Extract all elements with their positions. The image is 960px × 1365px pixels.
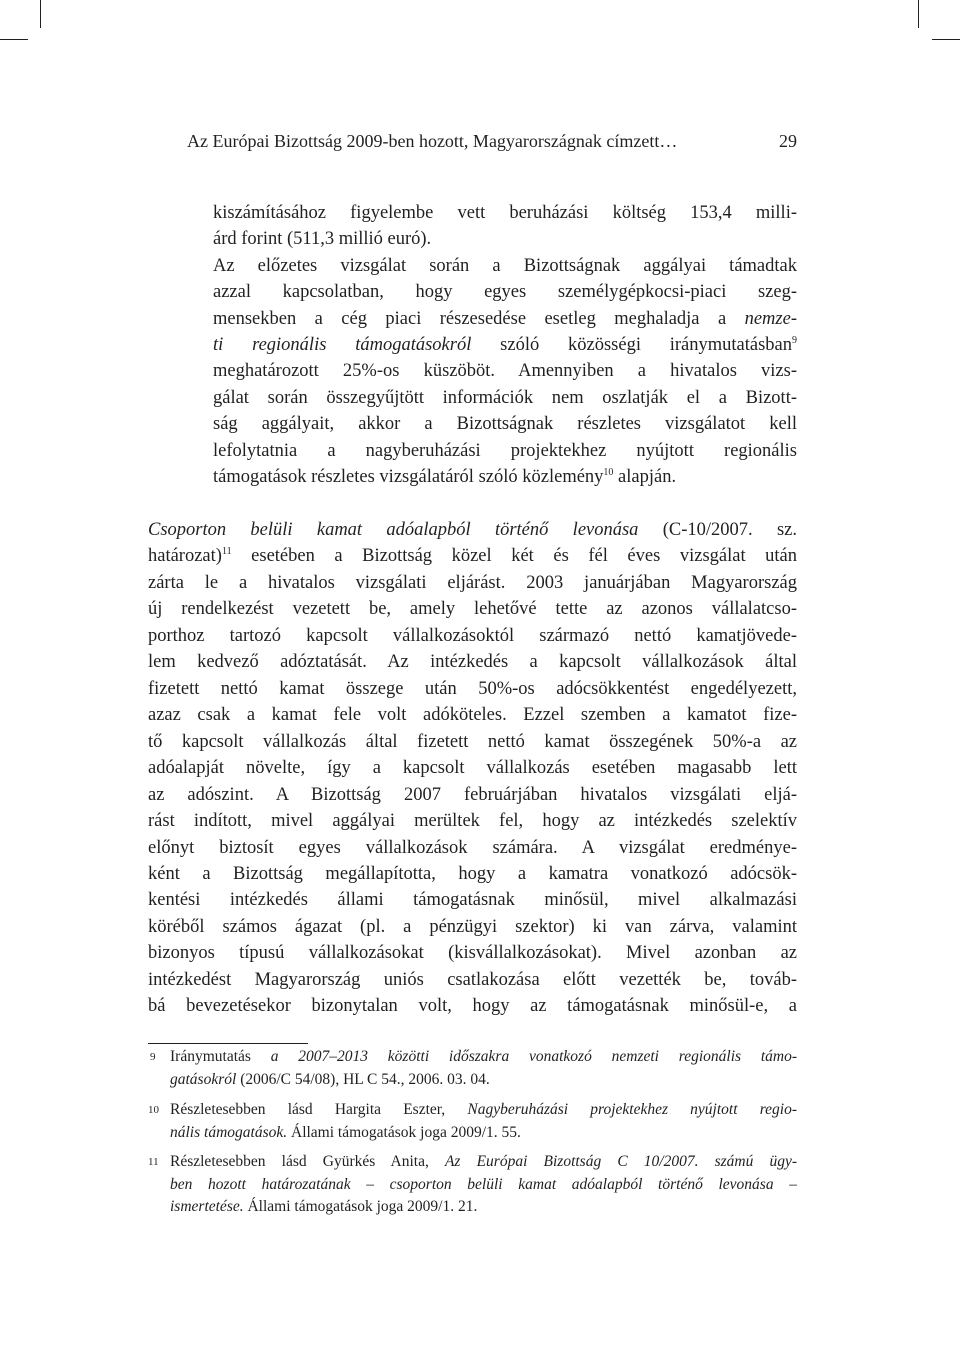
text-line: adóalapját növelte, így a kapcsolt vállalkozás esetében magasabb lett [148,758,797,779]
footnote-number: 11 [148,1156,159,1168]
italic-term: nemze- [744,309,797,329]
text-line: ként a Bizottság megállapította, hogy a kamatra vonatkozó adócsök- [148,863,797,884]
footnote-line: Iránymutatás a 2007–2013 közötti időszakra vonatkozó nemzeti regionális támo- [170,1048,797,1065]
text-line: lefolytatnia a nagyberuházási projektekhez nyújtott regionális [213,441,797,461]
text-line: köréből számos ágazat (pl. a pénzügyi szektor) ki van zárva, valamint [148,916,797,937]
crop-mark-top-right-h [932,39,960,40]
text-line: Az előzetes vizsgálat során a Bizottságnak aggályai támadtak [213,256,797,276]
italic-heading: Csoporton belüli kamat adóalapból történő levonása [148,520,639,540]
text-line: az adószint. A Bizottság 2007 februárjában hivatalos vizsgálati eljá- [148,784,797,805]
text-line: rást indított, mivel aggályai merültek fel, hogy az intézkedés szelektív [148,811,797,832]
text-line: új rendelkezést vezetett be, amely lehetővé tette az azonos vállalatcso- [148,599,797,620]
text-line: Csoporton belüli kamat adóalapból történő levonása (C-10/2007. sz. [148,520,797,540]
text-line: azzal kapcsolatban, hogy egyes személygépkocsi-piaci szeg- [213,282,797,302]
page-number: 29 [779,131,797,151]
footnote-ref: 10 [603,467,614,478]
text-line: kentési intézkedés állami támogatásnak minősül, mivel alkalmazási [148,890,797,911]
text-line: fizetett nettó kamat összege után 50%-os adócsökkentést engedélyezett, [148,678,797,699]
text-line: előnyt biztosít egyes vállalkozások számára. A vizsgálat eredménye- [148,837,797,858]
crop-mark-top-left [40,0,41,28]
text-line: azaz csak a kamat fele volt adóköteles. Ezzel szemben a kamatot fize- [148,705,797,726]
text-line: mensekben a cég piaci részesedése esetleg meghaladja a nemze- [213,309,797,329]
footnote-number: 10 [148,1104,159,1116]
text-line: zárta le a hivatalos vizsgálati eljárást. 2003 januárjában Magyarország [148,573,797,593]
text-line: kiszámításához figyelembe vett beruházási költség 153,4 milli- [213,203,797,223]
footnote-separator [148,1043,308,1044]
text-line: gálat során összegyűjtött információk nem oszlatják el a Bizott- [213,388,797,408]
text-line: intézkedést Magyarország uniós csatlakozása előtt vezették be, továb- [148,969,797,990]
text-line: meghatározott 25%-os küszöböt. Amennyiben a hivatalos vizs- [213,361,797,381]
footnote-number: 9 [150,1051,156,1063]
text-line: bizonyos típusú vállalkozásokat (kisvállalkozásokat). Mivel azonban az [148,943,797,964]
footnote-line: ben hozott határozatának – csoporton belüli kamat adóalapból történő levonása – [170,1176,797,1193]
text-line: ti regionális támogatásokról szóló közösségi iránymutatásban$^9$ [213,335,798,355]
footnote-line: nális támogatások. Állami támogatások joga 2009/1. 55. [170,1124,521,1141]
running-header [187,128,797,154]
text-line: bá bevezetésekor bizonytalan volt, hogy az támogatásnak minősül-e, a [148,996,797,1017]
text-line: határozat)$^{11}$ esetében a Bizottság közel két és fél éves vizsgálat után [148,546,797,566]
text-line: árd forint (511,3 millió euró). [213,229,432,249]
text-line: porthoz tartozó kapcsolt vállalkozásoktól származó nettó kamatjövede- [148,625,797,646]
running-title: Az Európai Bizottság 2009-ben hozott, Magyarországnak címzett… [187,131,678,151]
text-line: lem kedvező adóztatását. Az intézkedés a kapcsolt vállalkozások által [148,652,797,673]
footnote-line: Részletesebben lásd Gyürkés Anita, Az Európai Bizottság C 10/2007. számú ügy- [170,1153,798,1170]
crop-mark-top-left-h [0,39,28,40]
footnote-ref: 9 [792,335,798,346]
italic-term: ti regionális támogatásokról [213,335,472,355]
text-line: támogatások részletes vizsgálatáról szóló közlemény$^{10}$ alapján. [213,467,677,487]
footnote-line: Részletesebben lásd Hargita Eszter, Nagyberuházási projektekhez nyújtott regio- [170,1101,798,1118]
text-line: tő kapcsolt vállalkozás által fizetett nettó kamat összegének 50%-a az [148,731,797,752]
footnote-ref: 11 [221,546,232,557]
footnote-line: gatásokról (2006/C 54/08), HL C 54., 2006. 03. 04. [170,1071,490,1088]
crop-mark-top-right [918,0,919,28]
footnote-line: ismertetése. Állami támogatások joga 2009/1. 21. [170,1198,478,1215]
text-line: ság aggályait, akkor a Bizottságnak részletes vizsgálatot kell [213,414,797,434]
